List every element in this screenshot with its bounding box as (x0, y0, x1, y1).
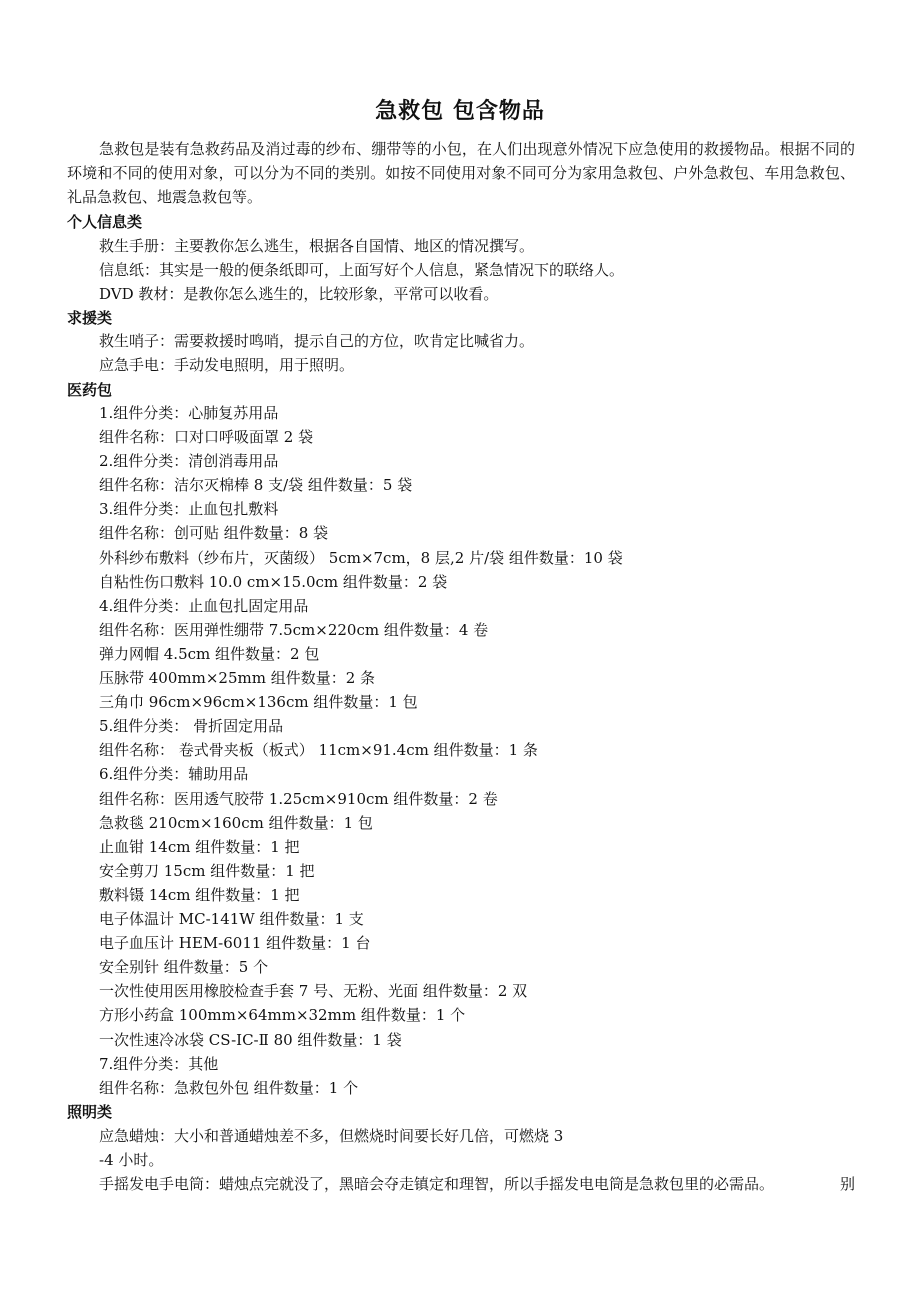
list-item (99, 1174, 855, 1194)
section-heading-personal: 个人信息类 (67, 213, 143, 231)
section-heading-lighting: 照明类 (67, 1103, 113, 1121)
list-item: 自粘性伤口敷料 10.0 cm×15.0cm 组件数量：2 袋 (99, 573, 448, 591)
list-item: 7.组件分类：其他 (99, 1055, 219, 1073)
list-item: 应急手电：手动发电照明，用于照明。 (99, 356, 355, 374)
list-item: 电子体温计 MC-141W 组件数量：1 支 (99, 910, 364, 928)
list-item: 组件名称：创可贴 组件数量：8 袋 (99, 524, 329, 542)
list-item: 救生手册：主要教你怎么逃生，根据各自国情、地区的情况撰写。 (99, 237, 535, 255)
list-item: 敷料镊 14cm 组件数量：1 把 (99, 886, 300, 904)
list-item-text: 手摇发电手电筒：蜡烛点完就没了，黑暗会夺走镇定和理智，所以手摇发电电筒是急救包里的必需品。 (99, 1175, 775, 1193)
list-item: -4 小时。 (99, 1151, 164, 1169)
list-item: 安全剪刀 15cm 组件数量：1 把 (99, 862, 315, 880)
intro-paragraph: 急救包是装有急救药品及消过毒的纱布、绷带等的小包，在人们出现意外情况下应急使用的救援物品。根据不同的环境和不同的使用对象，可以分为不同的类别。如按不同使用对象不同可分为家用急救包、户外急救包、车用急救包、礼品急救包、地震急救包等。 (67, 140, 855, 206)
list-item: 1.组件分类：心肺复苏用品 (99, 404, 279, 422)
list-item: 外科纱布敷料（纱布片，灭菌级） 5cm×7cm，8 层,2 片/袋 组件数量：10 袋 (99, 549, 623, 567)
section-heading-medical: 医药包 (67, 381, 113, 399)
list-item: 一次性速冷冰袋 CS-IC-Ⅱ 80 组件数量：1 袋 (99, 1031, 402, 1049)
section-heading-rescue: 求援类 (67, 309, 113, 327)
list-item: 救生哨子：需要救援时鸣哨，提示自己的方位，吹肯定比喊省力。 (99, 332, 535, 350)
list-item: 止血钳 14cm 组件数量：1 把 (99, 838, 300, 856)
list-item: 安全别针 组件数量：5 个 (99, 958, 269, 976)
list-item: 6.组件分类：辅助用品 (99, 765, 249, 783)
list-item: 弹力网帽 4.5cm 组件数量：2 包 (99, 645, 320, 663)
list-item: DVD 教材：是教你怎么逃生的，比较形象，平常可以收看。 (99, 285, 499, 303)
list-item: 组件名称：医用弹性绷带 7.5cm×220cm 组件数量：4 卷 (99, 621, 489, 639)
list-item: 2.组件分类：清创消毒用品 (99, 452, 279, 470)
list-item: 组件名称： 卷式骨夹板（板式） 11cm×91.4cm 组件数量：1 条 (99, 741, 538, 759)
list-item: 4.组件分类：止血包扎固定用品 (99, 597, 309, 615)
list-item: 压脉带 400mm×25mm 组件数量：2 条 (99, 669, 376, 687)
list-item: 方形小药盒 100mm×64mm×32mm 组件数量：1 个 (99, 1006, 466, 1024)
list-item-continuation: 别 (839, 1175, 855, 1193)
list-item: 组件名称：口对口呼吸面罩 2 袋 (99, 428, 314, 446)
list-item: 组件名称：急救包外包 组件数量：1 个 (99, 1079, 359, 1097)
list-item: 急救毯 210cm×160cm 组件数量：1 包 (99, 814, 373, 832)
list-item: 三角巾 96cm×96cm×136cm 组件数量：1 包 (99, 693, 418, 711)
list-item: 组件名称：医用透气胶带 1.25cm×910cm 组件数量：2 卷 (99, 790, 498, 808)
document-title: 急救包 包含物品 (375, 99, 545, 124)
list-item: 电子血压计 HEM-6011 组件数量：1 台 (99, 934, 371, 952)
list-item: 组件名称：洁尔灭棉棒 8 支/袋 组件数量：5 袋 (99, 476, 413, 494)
list-item: 信息纸：其实是一般的便条纸即可，上面写好个人信息，紧急情况下的联络人。 (99, 261, 625, 279)
list-item: 一次性使用医用橡胶检查手套 7 号、无粉、光面 组件数量：2 双 (99, 982, 528, 1000)
list-item: 3.组件分类：止血包扎敷料 (99, 500, 279, 518)
list-item: 5.组件分类： 骨折固定用品 (99, 717, 284, 735)
list-item: 应急蜡烛：大小和普通蜡烛差不多，但燃烧时间要长好几倍，可燃烧 3 (99, 1127, 564, 1145)
